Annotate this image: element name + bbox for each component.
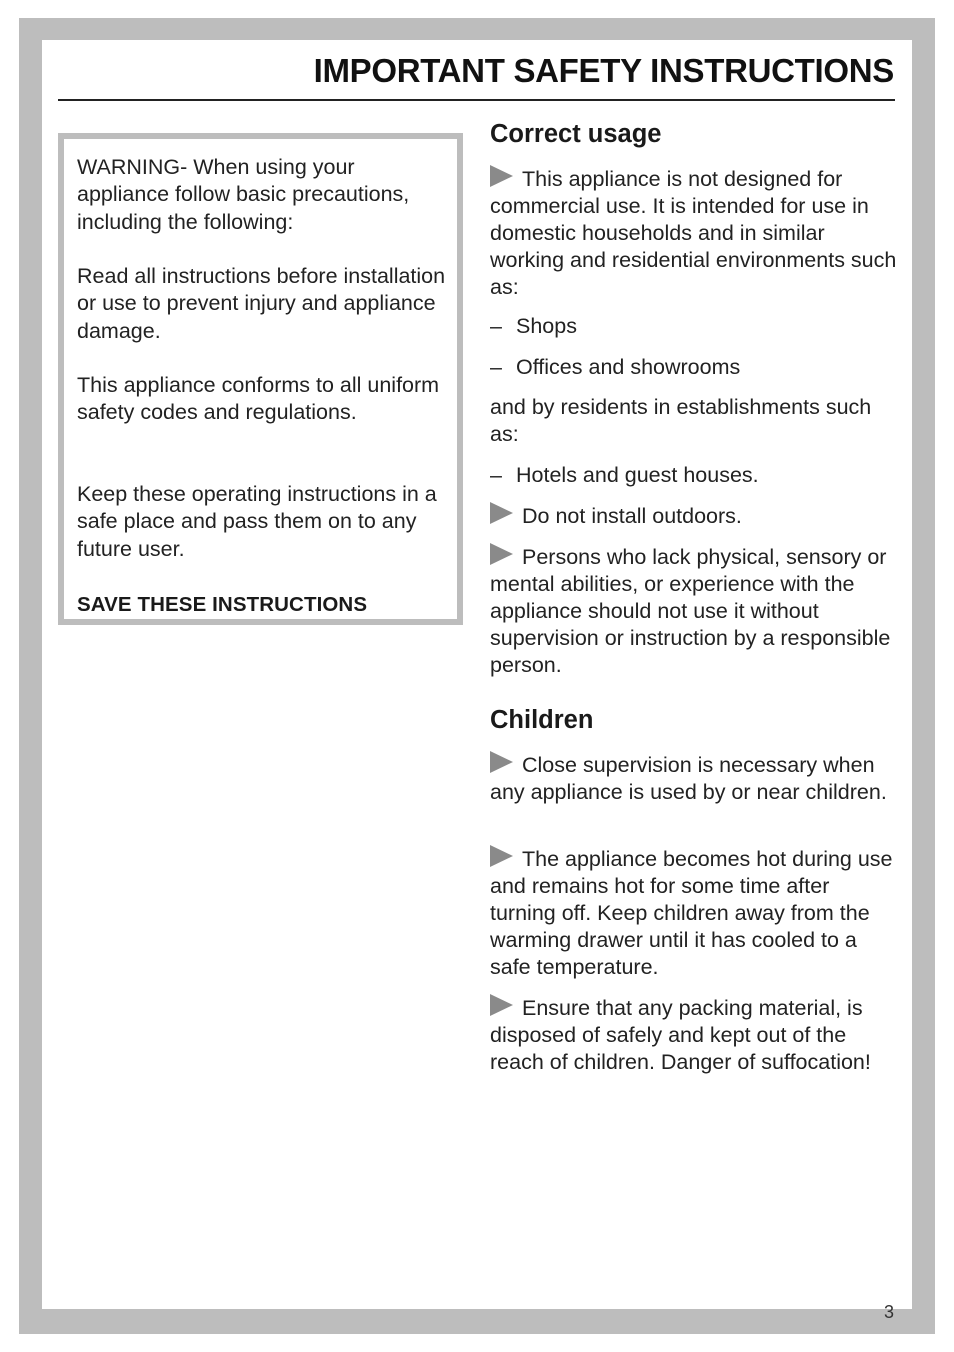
- list-item: – Shops: [490, 314, 577, 338]
- conformity-paragraph: This appliance conforms to all uniform safety codes and regulations.: [77, 373, 440, 425]
- supervision-item: Persons who lack physical, sensory or mental abilities, or experience with the appliance should not use it without supervision or instruction by a responsible person.: [490, 545, 891, 677]
- page-number: 3: [883, 1302, 894, 1322]
- hot-appliance-item: The appliance becomes hot during use and remains hot for some time after turning off. Keep children away from the warming drawer until it has cooled to a safe temperature.: [490, 847, 893, 979]
- children-heading: Children: [490, 706, 594, 734]
- triangle-bullet-icon: [490, 543, 513, 565]
- read-instructions-paragraph: Read all instructions before installation or use to prevent injury and appliance damage.: [77, 264, 446, 343]
- correct-usage-heading: Correct usage: [490, 120, 662, 148]
- title-rule: [58, 99, 895, 101]
- usage-intro: This appliance is not designed for commercial use. It is intended for use in domestic households and in similar working and residential environments such as:: [490, 167, 897, 299]
- warning-paragraph: WARNING- When using your appliance follow basic precautions, including the following:: [77, 155, 410, 234]
- outdoors-item: Do not install outdoors.: [490, 502, 900, 530]
- warning-box: [58, 133, 463, 625]
- list-item: – Offices and showrooms: [490, 355, 741, 379]
- triangle-bullet-icon: [490, 165, 513, 187]
- packing-material-item: Ensure that any packing material, is disposed of safely and kept out of the reach of children. Danger of suffocation!: [490, 996, 871, 1074]
- triangle-bullet-icon: [490, 845, 513, 867]
- keep-instructions-paragraph: Keep these operating instructions in a safe place and pass them on to any future user.: [77, 482, 437, 561]
- triangle-bullet-icon: [490, 994, 513, 1016]
- residents-paragraph: and by residents in establishments such as:: [490, 395, 872, 446]
- save-instructions-label: SAVE THESE INSTRUCTIONS: [77, 593, 368, 616]
- list-item: – Hotels and guest houses.: [490, 463, 759, 487]
- triangle-bullet-icon: [490, 502, 513, 524]
- page-title: IMPORTANT SAFETY INSTRUCTIONS: [313, 52, 894, 89]
- close-supervision-item: Close supervision is necessary when any appliance is used by or near children.: [490, 753, 887, 804]
- triangle-bullet-icon: [490, 751, 513, 773]
